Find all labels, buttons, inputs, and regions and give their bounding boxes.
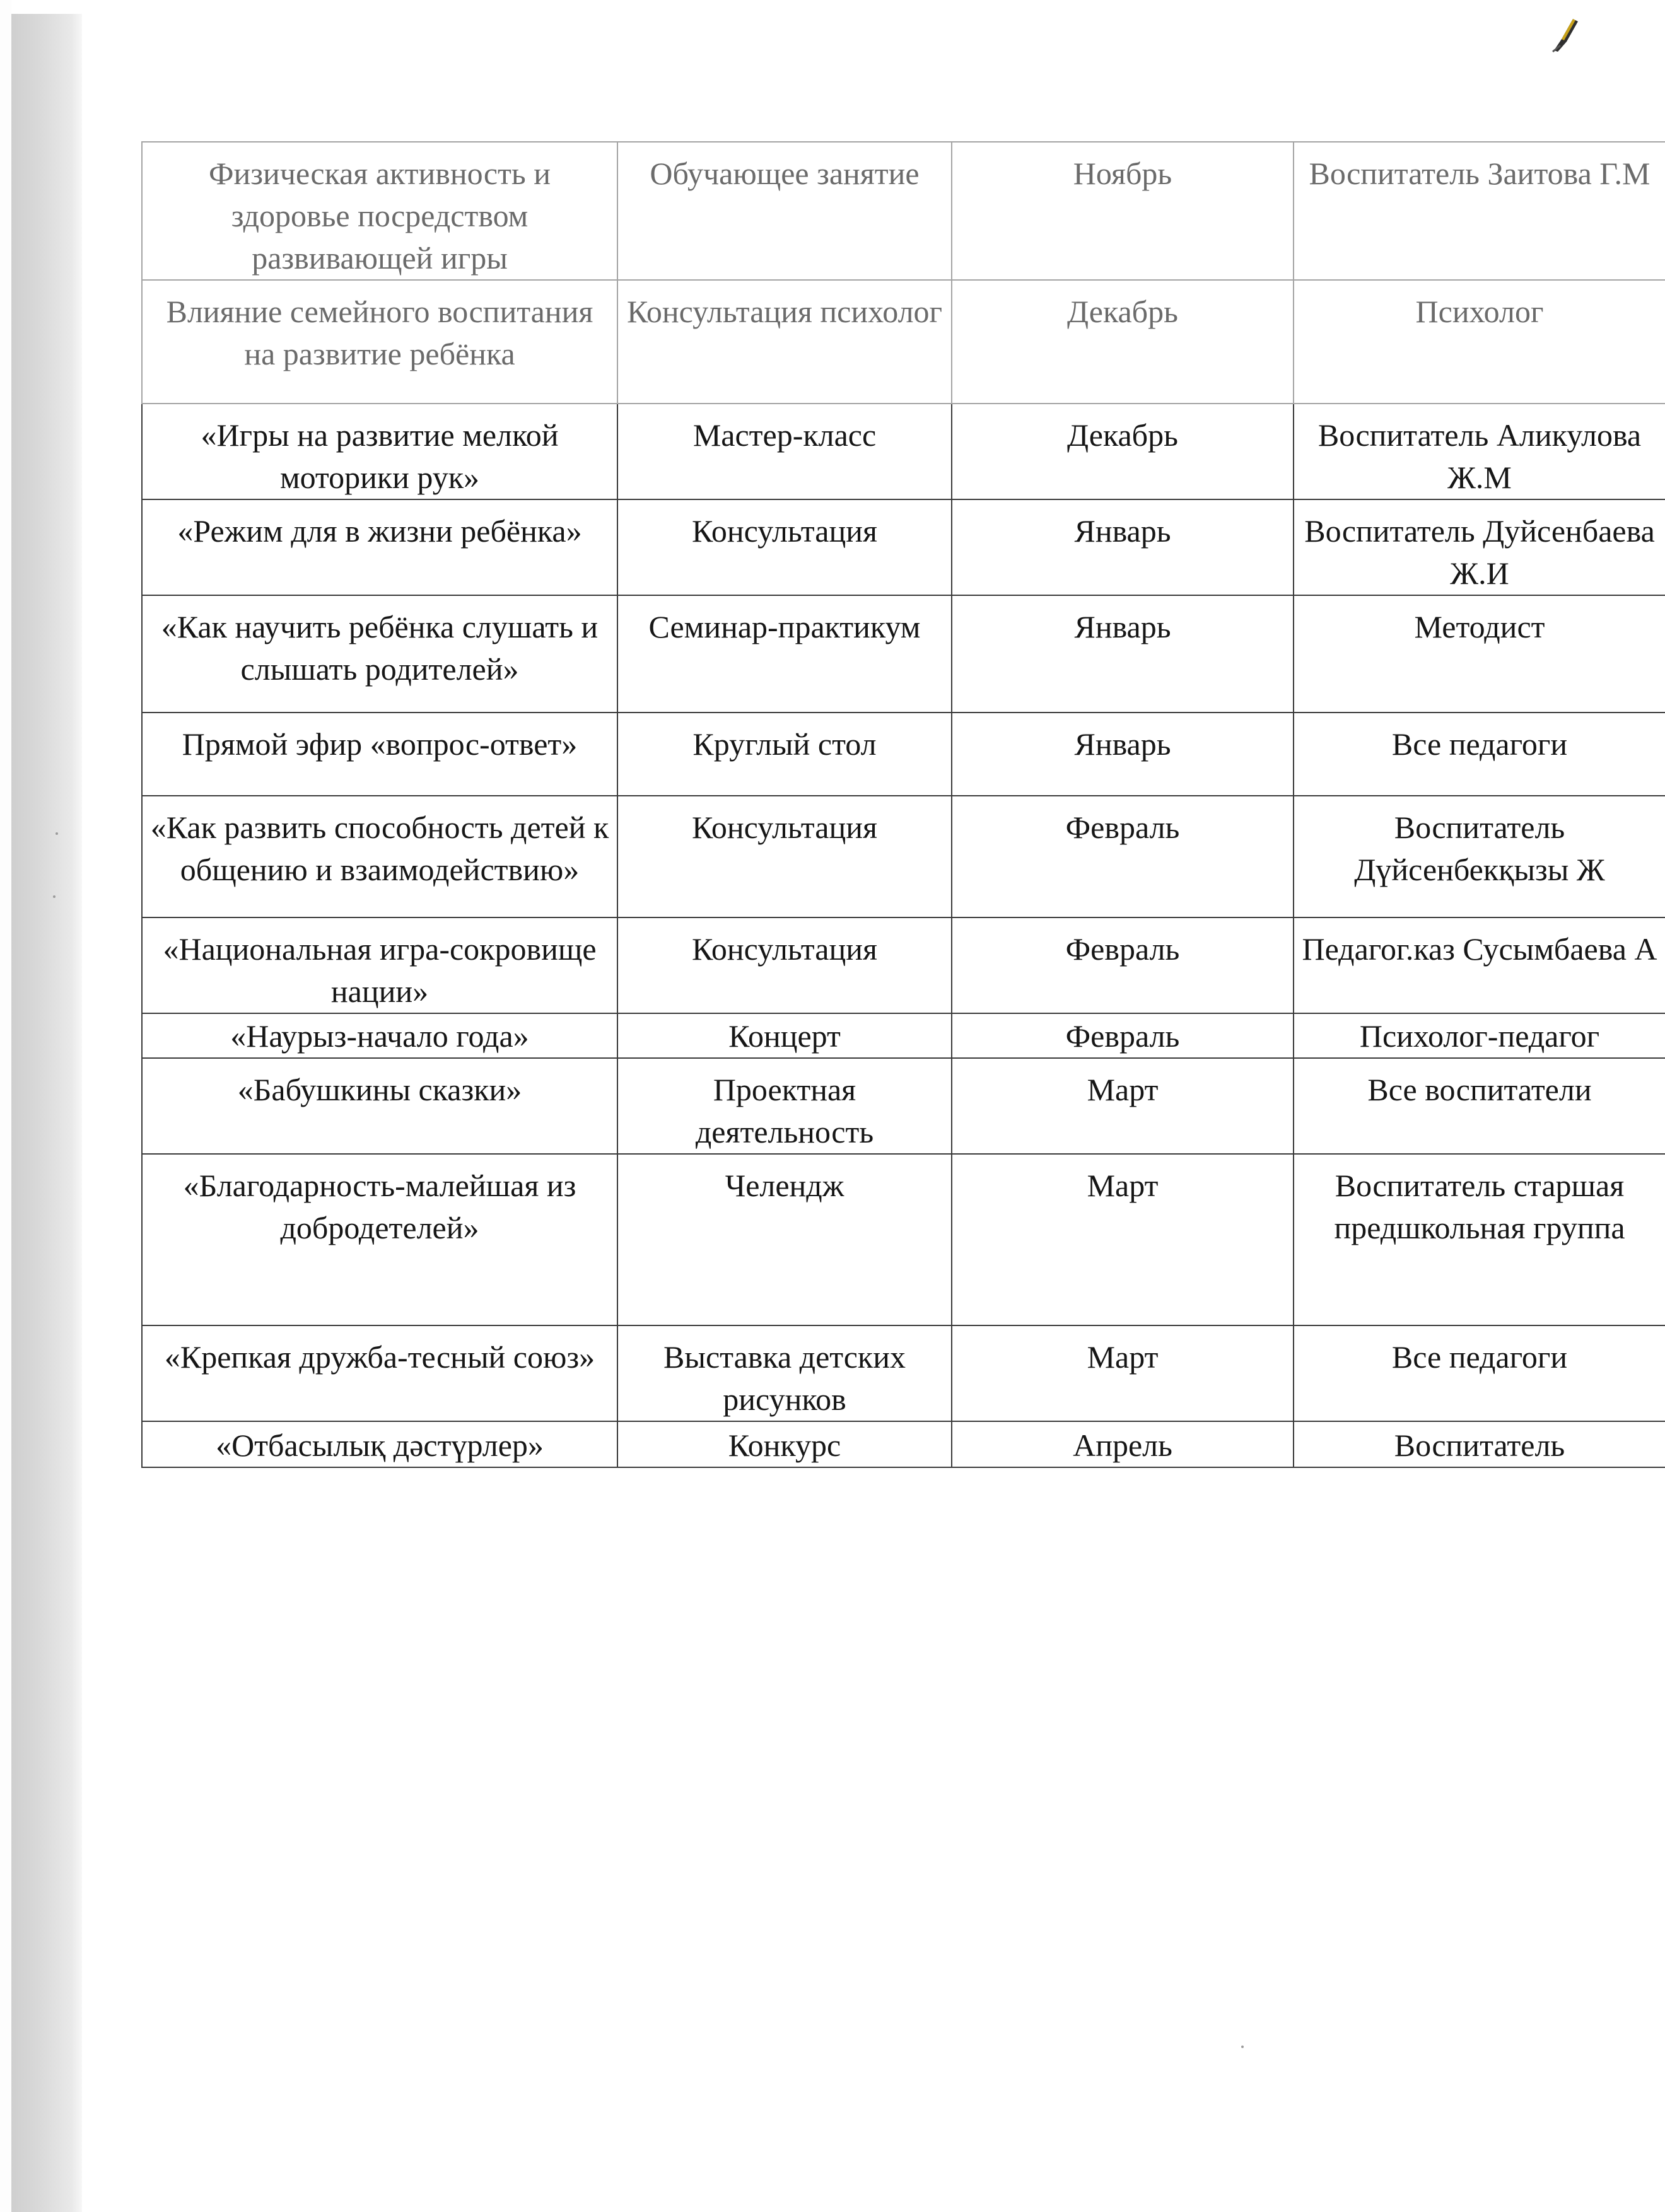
topic-cell: «Игры на развитие мелкой моторики рук» [142, 404, 617, 499]
form-cell: Консультация [617, 796, 952, 917]
scan-speck [1241, 2046, 1244, 2048]
table-row [142, 1154, 1665, 1325]
responsible-cell: Воспитатель Заитова Г.М [1294, 142, 1665, 280]
topic-cell: «Благодарность-малейшая из добродетелей» [142, 1154, 617, 1325]
month-cell: Март [952, 1154, 1294, 1325]
form-cell: Челендж [617, 1154, 952, 1325]
month-cell: Декабрь [952, 280, 1294, 404]
topic-cell: «Наурыз-начало года» [142, 1013, 617, 1058]
topic-cell: «Отбасылық дәстүрлер» [142, 1421, 617, 1467]
table-row [142, 796, 1665, 917]
form-cell: Концерт [617, 1013, 952, 1058]
topic-cell: «Как научить ребёнка слушать и слышать родителей» [142, 595, 617, 713]
table-row [142, 713, 1665, 796]
form-cell: Консультация психолог [617, 280, 952, 404]
month-cell: Февраль [952, 917, 1294, 1013]
topic-cell: «Как развить способность детей к общению и взаимодействию» [142, 796, 617, 917]
topic-cell: «Режим для в жизни ребёнка» [142, 499, 617, 595]
responsible-cell: Педагог.каз Сусымбаева А [1294, 917, 1665, 1013]
table-row [142, 280, 1665, 404]
table-row [142, 404, 1665, 499]
responsible-cell: Воспитатель Аликулова Ж.М [1294, 404, 1665, 499]
month-cell: Январь [952, 713, 1294, 796]
responsible-cell: Воспитатель [1294, 1421, 1665, 1467]
responsible-cell: Психолог-педагог [1294, 1013, 1665, 1058]
table-row [142, 142, 1665, 280]
month-cell: Февраль [952, 1013, 1294, 1058]
table-row [142, 1421, 1665, 1467]
form-cell: Мастер-класс [617, 404, 952, 499]
month-cell: Декабрь [952, 404, 1294, 499]
month-cell: Февраль [952, 796, 1294, 917]
table-row [142, 499, 1665, 595]
topic-cell: «Крепкая дружба-тесный союз» [142, 1325, 617, 1421]
responsible-cell: Воспитатель Дүйсенбекқызы Ж [1294, 796, 1665, 917]
topic-cell: Физическая активность и здоровье посредством развивающей игры [142, 142, 617, 280]
responsible-cell: Методист [1294, 595, 1665, 713]
pen-stroke-mark-icon [1548, 14, 1583, 54]
events-plan-table [141, 141, 1665, 1468]
table-row [142, 1013, 1665, 1058]
scan-page-edge [0, 0, 11, 2212]
table-row [142, 1058, 1665, 1154]
topic-cell: Прямой эфир «вопрос-ответ» [142, 713, 617, 796]
form-cell: Проектная деятельность [617, 1058, 952, 1154]
responsible-cell: Воспитатель Дуйсенбаева Ж.И [1294, 499, 1665, 595]
form-cell: Круглый стол [617, 713, 952, 796]
form-cell: Консультация [617, 499, 952, 595]
table-row [142, 1325, 1665, 1421]
form-cell: Семинар-практикум [617, 595, 952, 713]
form-cell: Выставка детских рисунков [617, 1325, 952, 1421]
topic-cell: «Национальная игра-сокровище нации» [142, 917, 617, 1013]
topic-cell: «Бабушкины сказки» [142, 1058, 617, 1154]
month-cell: Январь [952, 595, 1294, 713]
form-cell: Консультация [617, 917, 952, 1013]
month-cell: Январь [952, 499, 1294, 595]
responsible-cell: Все педагоги [1294, 1325, 1665, 1421]
scan-speck [53, 895, 56, 898]
table-row [142, 917, 1665, 1013]
month-cell: Ноябрь [952, 142, 1294, 280]
month-cell: Апрель [952, 1421, 1294, 1467]
topic-cell: Влияние семейного воспитания на развитие ребёнка [142, 280, 617, 404]
responsible-cell: Воспитатель старшая предшкольная группа [1294, 1154, 1665, 1325]
scan-binding-shadow [11, 14, 82, 2212]
table-row [142, 595, 1665, 713]
form-cell: Конкурс [617, 1421, 952, 1467]
form-cell: Обучающее занятие [617, 142, 952, 280]
scan-speck [56, 832, 58, 835]
month-cell: Март [952, 1058, 1294, 1154]
responsible-cell: Психолог [1294, 280, 1665, 404]
responsible-cell: Все педагоги [1294, 713, 1665, 796]
responsible-cell: Все воспитатели [1294, 1058, 1665, 1154]
month-cell: Март [952, 1325, 1294, 1421]
